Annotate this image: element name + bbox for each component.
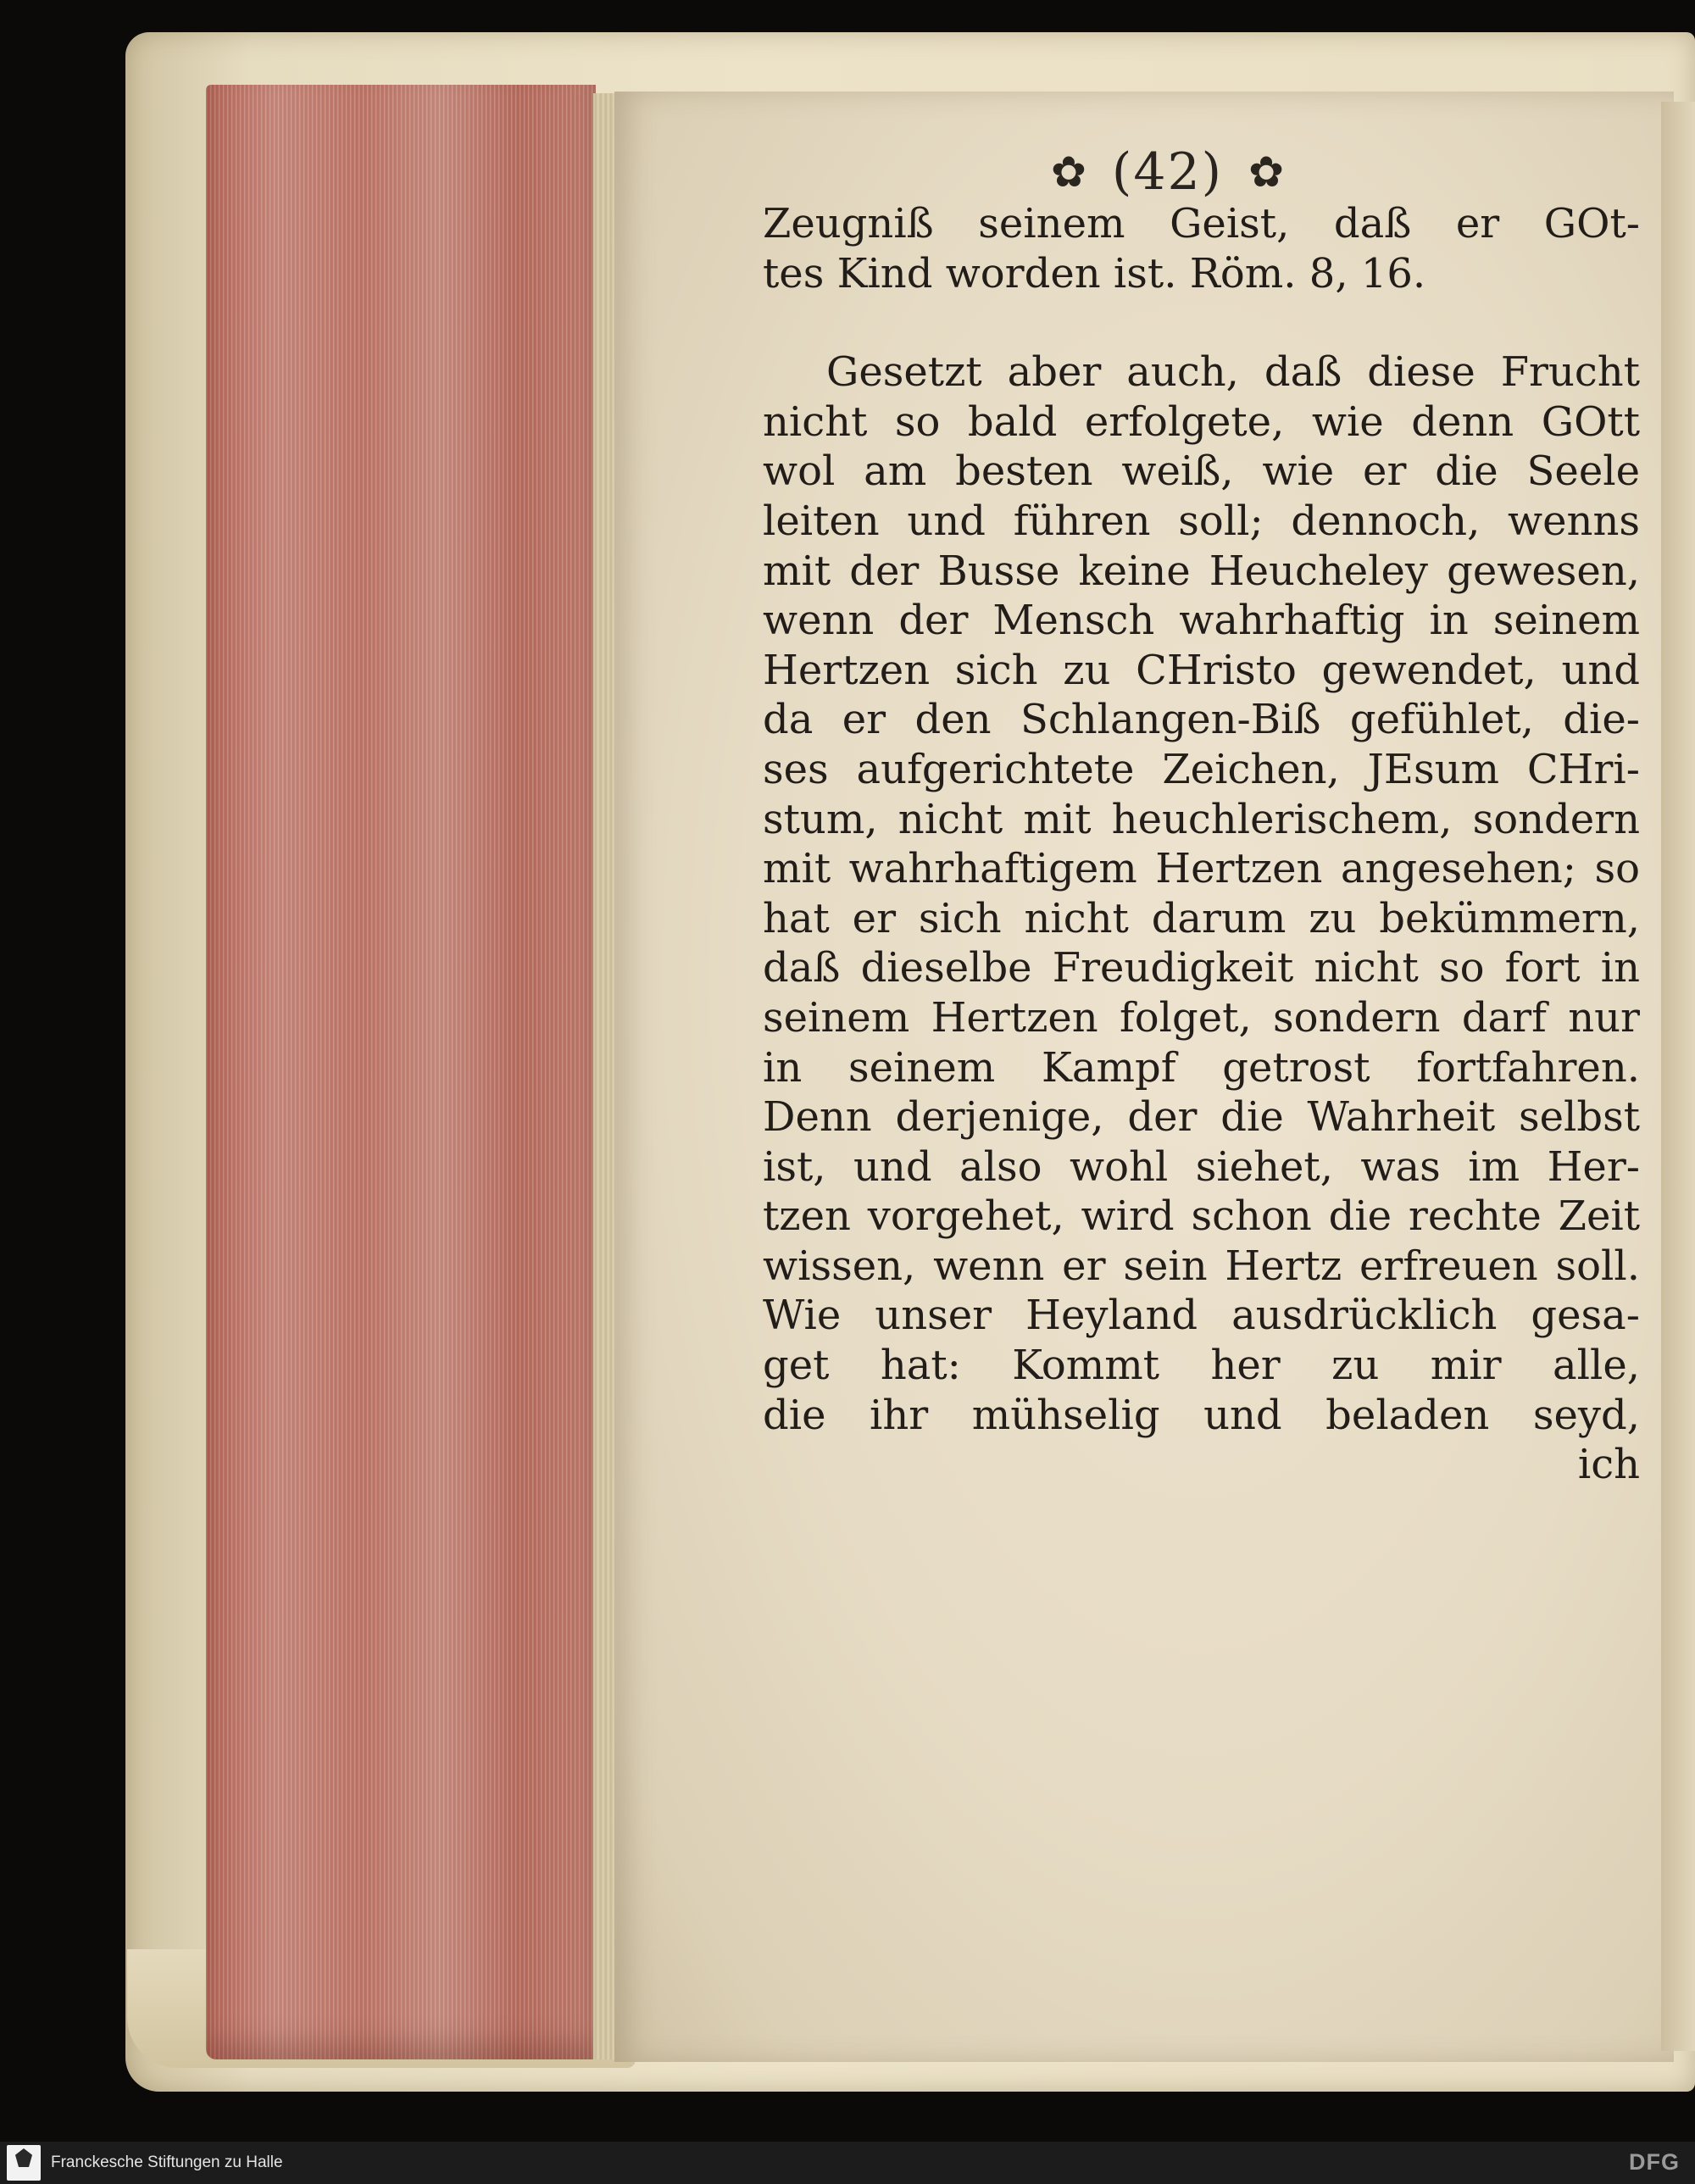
text-line: tzen vorgehet, wird schon die rechte Zeit [763,1192,1640,1241]
ornament-right-icon: ✿ [1248,147,1284,197]
text-line: die ihr mühselig und beladen seyd, [763,1391,1640,1439]
institution-logo-icon[interactable] [7,2145,41,2181]
text-line: stum, nicht mit heuchlerischem, sondern [763,795,1640,843]
text-line: hat er sich nicht darum zu bekümmern, [763,894,1640,942]
page-number: (42) [1111,142,1224,202]
page-right-edge [1661,102,1695,2051]
dfg-logo[interactable]: DFG [1629,2149,1680,2175]
text-line: da er den Schlangen-Biß gefühlet, die- [763,696,1640,744]
text-line: wol am besten weiß, wie er die Seele [763,447,1640,496]
ornament-left-icon: ✿ [1051,147,1086,197]
page-block-edge [206,85,596,2059]
text-line: nicht so bald erfolgete, wie denn GOtt [763,397,1640,446]
text-line: daß dieselbe Freudigkeit nicht so fort in [763,944,1640,992]
text-line: mit wahrhaftigem Hertzen angesehen; so [763,845,1640,893]
text-line: Zeugniß seinem Geist, daß er GOt- [763,200,1640,247]
text-line: seinem Hertzen folget, sondern darf nur [763,993,1640,1042]
text-line: in seinem Kampf getrost fortfahren. [763,1043,1640,1092]
viewer-footer [0,2142,1695,2184]
text-line: mit der Busse keine Heucheley gewesen, [763,547,1640,595]
body-text [763,199,1640,1490]
text-line: wenn der Mensch wahrhaftig in seinem [763,597,1640,645]
catchword: ich [1577,1441,1640,1489]
page-header [1051,142,1284,202]
text-line: Wie unser Heyland ausdrücklich gesa- [763,1292,1640,1340]
text-line: tes Kind worden ist. Röm. 8, 16. [763,249,1426,297]
text-line: leiten und führen soll; dennoch, wenns [763,497,1640,545]
text-line: Hertzen sich zu CHristo gewendet, und [763,646,1640,694]
institution-name[interactable]: Franckesche Stiftungen zu Halle [51,2153,283,2171]
text-line: ist, und also wohl siehet, was im Her- [763,1142,1640,1191]
text-line: Denn derjenige, der die Wahrheit selbst [763,1093,1640,1142]
text-line: ses aufgerichtete Zeichen, JEsum CHri- [763,745,1640,793]
paragraph-gap [763,298,1640,347]
text-line: get hat: Kommt her zu mir alle, [763,1342,1640,1390]
text-line: wissen, wenn er sein Hertz erfreuen soll. [763,1242,1640,1290]
text-line: Gesetzt aber auch, daß diese Frucht [826,348,1640,397]
